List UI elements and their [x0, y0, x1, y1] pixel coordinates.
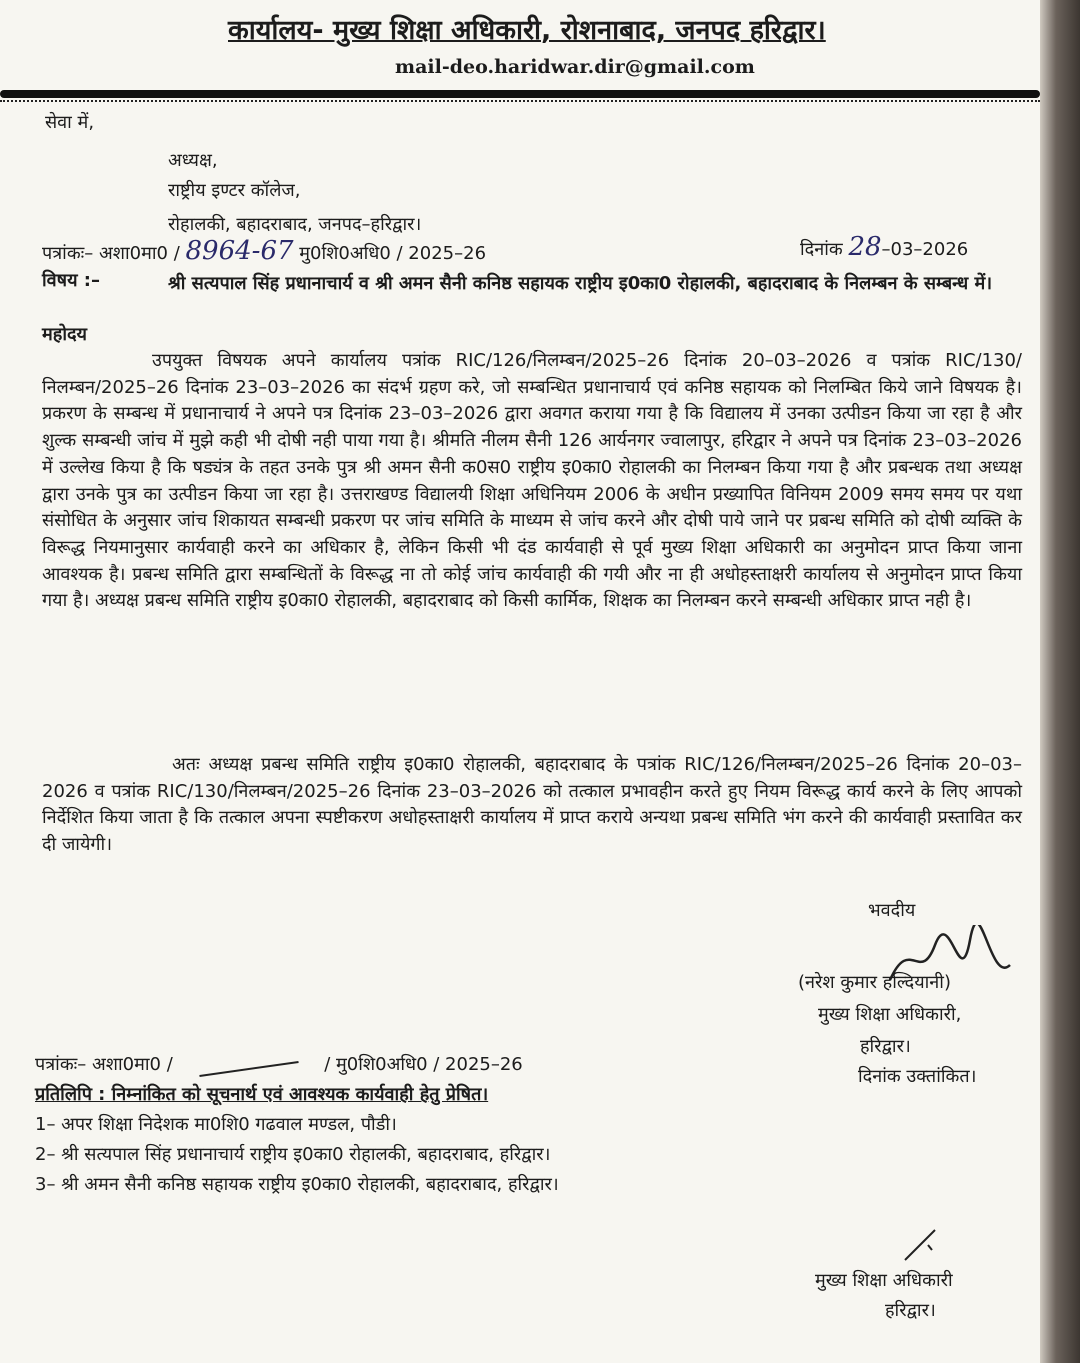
copy-heading: प्रतिलिपि : निम्नांकित को सूचनार्थ एवं आवश्यक कार्यवाही हेतु प्रेषित।	[35, 1084, 489, 1105]
body-paragraph: उपयुक्त विषयक अपने कार्यालय पत्रांक RIC/126/निलम्बन/2025–26 दिनांक 20–03–2026 व पत्रांक RIC/130/निलम्बन/2025–26 दिनांक 23–03–2026 का संदर्भ ग्रहण करे, जो सम्बन्धित प्रधानाचार्य एवं कनिष्ठ सहायक को निलम्बित किये जाने विषयक है। प्रकरण के सम्बन्ध में प्रधानाचार्य ने अपने पत्र दिनांक 23–03–2026 द्वारा अवगत कराया गया है कि विद्यालय में उनका उत्पीडन किया जा रहा है और शुल्क सम्बन्धी जांच में मुझे कही भी दोषी नही पाया गया है। श्रीमति नीलम सैनी 126 आर्यनगर ज्वालापुर, हरिद्वार ने अपने पत्र दिनांक 23–03–2026 में उल्लेख किया है कि षड्यंत्र के तहत उनके पुत्र श्री अमन सैनी क0स0 राष्ट्रीय इ0का0 रोहालकी का निलम्बन किया गया है और प्रबन्धक तथा अध्यक्ष द्वारा उनके पुत्र का उत्पीडन किया जा रहा है। उत्तराखण्ड विद्यालयी शिक्षा अधिनियम 2006 के अधीन प्रख्यापित विनियम 2009 समय समय पर यथा संसोधित के अनुसार जांच शिकायत सम्बन्धी प्रकरण पर जांच समिति के माध्यम से जांच करने और दोषी पाये जाने पर प्रबन्ध समिति को दोषी व्यक्ति के विरूद्ध नियमानुसार कार्यवाही करने का अधिकार है, लेकिन किसी भी दंड कार्यवाही से पूर्व मुख्य शिक्षा अधिकारी का अनुमोदन प्राप्त किया जाना आवश्यक है। प्रबन्ध समिति द्वारा सम्बन्धितों के विरूद्ध ना तो कोई जांच कार्यवाही की गयी और ना ही अधोहस्ताक्षरी कार्यालय से अनुमोदन प्राप्त किया गया है। अध्यक्ष प्रबन्ध समिति राष्ट्रीय इ0का0 रोहालकी, बहादराबाद को किसी कार्मिक, शिक्षक का निलम्बन करने सम्बन्धी अधिकार प्राप्त नही है।	[42, 350, 1022, 612]
salutation-to: सेवा में,	[45, 112, 95, 133]
signatory-name: (नरेश कुमार हल्दियानी)	[798, 972, 951, 993]
handwritten-stroke	[199, 1061, 298, 1077]
letter-reference	[42, 236, 486, 269]
date-suffix: –03–2026	[881, 239, 969, 260]
handwritten-day: 28	[848, 232, 882, 262]
copy-item: 3– श्री अमन सैनी कनिष्ठ सहायक राष्ट्रीय इ0का0 रोहालकी, बहादराबाद, हरिद्वार।	[35, 1174, 559, 1195]
initial-mark	[900, 1225, 940, 1265]
copy-ref-prefix: पत्रांकः– अशा0मा0 /	[35, 1054, 173, 1075]
greeting: महोदय	[42, 324, 87, 345]
ref-prefix: पत्रांकः– अशा0मा0 /	[42, 243, 180, 264]
copy-reference	[35, 1050, 523, 1080]
handwritten-ref-no: 8964-67	[185, 236, 294, 266]
header-rule	[0, 90, 1040, 98]
office-title: कार्यालय- मुख्य शिक्षा अधिकारी, रोशनाबाद, जनपद हरिद्वार।	[228, 15, 826, 46]
header-rule-dotted	[0, 100, 1040, 104]
signoff-date: दिनांक उक्तांकित।	[858, 1066, 977, 1087]
subject-text: श्री सत्यपाल सिंह प्रधानाचार्य व श्री अमन सैनी कनिष्ठ सहायक राष्ट्रीय इ0का0 रोहालकी, बहादराबाद के निलम्बन के सम्बन्ध में।	[168, 273, 993, 294]
scan-edge	[1040, 0, 1080, 1363]
footer-place: हरिद्वार।	[885, 1300, 936, 1321]
ref-suffix: मु0शि0अधि0 / 2025–26	[299, 243, 487, 264]
copy-ref-suffix: / मु0शि0अधि0 / 2025–26	[324, 1054, 523, 1075]
recipient-line: राष्ट्रीय इण्टर कॉलेज,	[168, 180, 301, 201]
recipient-line: अध्यक्ष,	[168, 150, 218, 171]
copy-item: 1– अपर शिक्षा निदेशक मा0शि0 गढवाल मण्डल, पौडी।	[35, 1114, 397, 1135]
closing: भवदीय	[868, 900, 916, 921]
recipient-line: रोहालकी, बहादराबाद, जनपद–हरिद्वार।	[168, 214, 422, 235]
signatory-designation: मुख्य शिक्षा अधिकारी,	[818, 1004, 962, 1025]
date-label: दिनांक	[800, 239, 843, 260]
copy-item: 2– श्री सत्यपाल सिंह प्रधानाचार्य राष्ट्रीय इ0का0 रोहालकी, बहादराबाद, हरिद्वार।	[35, 1144, 551, 1165]
letter-date	[800, 232, 968, 265]
body-paragraph: अतः अध्यक्ष प्रबन्ध समिति राष्ट्रीय इ0का0 रोहालकी, बहादराबाद के पत्रांक RIC/126/निलम्बन/2025–26 दिनांक 20–03–2026 व पत्रांक RIC/130/निलम्बन/2025–26 दिनांक 23–03–2026 को तत्काल प्रभावहीन करते हुए नियम विरूद्ध कार्य करने के लिए आपको निर्देशित किया जाता है कि तत्काल अपना स्पष्टीकरण अधोहस्ताक्षरी कार्यालय में प्राप्त कराये अन्यथा प्रबन्ध समिति भंग करने की कार्यवाही प्रस्तावित कर दी जायेगी।	[42, 754, 1023, 856]
footer-designation: मुख्य शिक्षा अधिकारी	[815, 1270, 953, 1291]
subject-label: विषय :–	[42, 270, 100, 291]
signatory-place: हरिद्वार।	[860, 1036, 911, 1057]
office-email: mail-deo.haridwar.dir@gmail.com	[395, 56, 755, 78]
